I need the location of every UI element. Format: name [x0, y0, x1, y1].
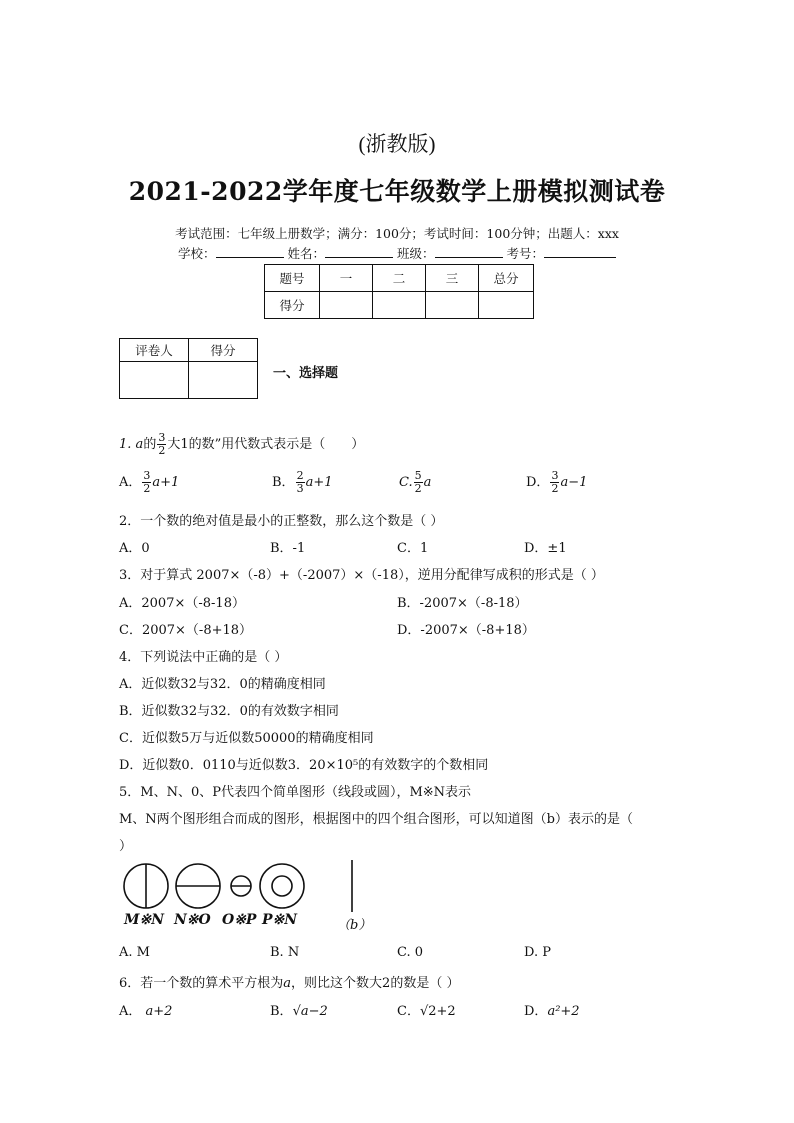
frac-num: 3: [143, 469, 151, 482]
q6-option-d[interactable]: [524, 1000, 580, 1019]
q5-option-d[interactable]: D. P: [524, 945, 551, 960]
option-label: C.: [399, 475, 413, 490]
q5-figures: [120, 858, 380, 914]
fig-label-m-n: M※N: [124, 912, 165, 928]
score-header: 三: [426, 265, 479, 292]
option-expr: √a−2: [292, 1004, 328, 1019]
q6-text: ，则比这个数大2的数是（ ）: [291, 976, 460, 991]
q4-option-a[interactable]: A．近似数32与32．0的精确度相同: [119, 677, 326, 692]
score-table: [264, 264, 534, 319]
score-header: 总分: [479, 265, 534, 292]
q3-option-a[interactable]: A．2007×（-8-18）: [119, 596, 245, 611]
option-expr: √2+2: [419, 1004, 456, 1019]
question-5-line1: 5．M、N、0、P代表四个简单图形（线段或圆），M※N表示: [119, 785, 472, 800]
score-header: 二: [373, 265, 426, 292]
exam-info: 考试范围：七年级上册数学；满分：100分；考试时间：100分钟；出题人：xxx: [175, 226, 619, 241]
frac-den: 3: [296, 482, 304, 495]
question-5-line3: ）: [119, 839, 133, 854]
q1-frac-den: 2: [158, 444, 166, 457]
grader-score-header: 得分: [189, 339, 258, 362]
grader-score-cell[interactable]: [189, 362, 258, 399]
q1-text: 大1的数”用代数式表示是（ ）: [167, 437, 365, 452]
q2-option-b[interactable]: B．-1: [270, 541, 306, 556]
q2-option-c[interactable]: C．1: [397, 541, 429, 556]
option-label: D．: [526, 475, 550, 490]
fig-label-b: （b）: [337, 918, 372, 933]
option-label: C．: [397, 1004, 420, 1019]
option-label: A．: [119, 475, 142, 490]
q1-option-a[interactable]: [119, 470, 179, 495]
score-cell[interactable]: [373, 292, 426, 319]
question-3: 3．对于算式 2007×（-8）+（-2007）×（-18），逆用分配律写成积的形式是（ ）: [119, 568, 604, 583]
q4-option-c[interactable]: C．近似数5万与近似数50000的精确度相同: [119, 731, 374, 746]
q4-option-d[interactable]: D．近似数0．0110与近似数3．20×10⁵的有效数字的个数相同: [119, 758, 489, 773]
q6-option-a[interactable]: [119, 1000, 172, 1019]
q1-option-b[interactable]: [272, 470, 332, 495]
question-2: 2．一个数的绝对值是最小的正整数，那么这个数是（ ）: [119, 514, 444, 529]
q2-option-a[interactable]: A．0: [119, 541, 150, 556]
q1-text: 的: [143, 437, 157, 452]
q1-option-c[interactable]: [399, 470, 431, 495]
class-blank[interactable]: [435, 245, 503, 258]
name-blank[interactable]: [325, 245, 393, 258]
question-1: [119, 432, 364, 457]
score-header: 题号: [265, 265, 320, 292]
q3-option-b[interactable]: B．-2007×（-8-18）: [397, 596, 528, 611]
fig-label-n-o: N※O: [174, 912, 211, 928]
figure-n-o: [176, 864, 220, 908]
frac-den: 2: [143, 482, 151, 495]
q5-option-b[interactable]: B. N: [270, 945, 300, 960]
option-label: B．: [272, 475, 295, 490]
exam-no-label: 考号：: [506, 246, 544, 261]
q1-frac-num: 3: [158, 431, 166, 444]
school-label: 学校：: [177, 246, 216, 261]
frac-den: 2: [414, 482, 422, 495]
score-cell[interactable]: [426, 292, 479, 319]
q1-option-d[interactable]: [526, 470, 587, 495]
q5-option-c[interactable]: C. 0: [397, 945, 424, 960]
paper-subtitle: (浙教版): [358, 132, 436, 156]
score-header: 一: [320, 265, 373, 292]
option-label: B．: [270, 1004, 293, 1019]
frac-den: 2: [551, 482, 559, 495]
fig-label-o-p: O※P: [222, 912, 257, 928]
name-label: 姓名：: [287, 246, 325, 261]
paper-title: 2021-2022学年度七年级数学上册模拟测试卷: [128, 177, 666, 206]
q6-var: a: [283, 976, 292, 991]
grader-cell[interactable]: [120, 362, 189, 399]
exam-no-blank[interactable]: [544, 245, 616, 258]
fig-label-p-n: P※N: [262, 912, 298, 928]
score-cell[interactable]: [320, 292, 373, 319]
q6-option-c[interactable]: [397, 1000, 456, 1019]
section-heading: 一、选择题: [273, 366, 339, 381]
grader-table: [119, 338, 258, 399]
option-label: A．: [119, 1004, 142, 1019]
q3-option-d[interactable]: D．-2007×（-8+18）: [397, 623, 535, 638]
q1-var: a: [135, 437, 144, 452]
figure-p-n: [260, 864, 304, 908]
figure-m-n: [124, 864, 168, 908]
frac-num: 2: [296, 469, 304, 482]
student-info-line: [0, 244, 794, 262]
question-5-line2: M、N两个图形组合而成的图形，根据图中的四个组合图形，可以知道图（b）表示的是（: [119, 812, 634, 827]
figure-o-p: [231, 876, 251, 896]
q1-number: 1.: [119, 437, 132, 452]
option-expr: a+2: [145, 1004, 173, 1019]
q2-option-d[interactable]: D．±1: [524, 541, 567, 556]
score-cell[interactable]: [479, 292, 534, 319]
score-row-label: 得分: [265, 292, 320, 319]
option-expr: a²+2: [547, 1004, 580, 1019]
q6-option-b[interactable]: [270, 1000, 328, 1019]
question-6: [119, 972, 459, 991]
option-expr: a: [423, 475, 432, 490]
frac-num: 5: [414, 469, 422, 482]
q5-option-a[interactable]: A. M: [119, 945, 150, 960]
option-expr: a+1: [305, 475, 333, 490]
grader-header: 评卷人: [120, 339, 189, 362]
option-expr: a−1: [560, 475, 588, 490]
school-blank[interactable]: [216, 245, 284, 258]
option-label: D．: [524, 1004, 548, 1019]
question-4: 4．下列说法中正确的是（ ）: [119, 650, 288, 665]
frac-num: 3: [551, 469, 559, 482]
q4-option-b[interactable]: B．近似数32与32．0的有效数字相同: [119, 704, 339, 719]
class-label: 班级：: [396, 246, 435, 261]
option-expr: a+1: [152, 475, 180, 490]
q6-text: 6．若一个数的算术平方根为: [119, 976, 284, 991]
q3-option-c[interactable]: C．2007×（-8+18）: [119, 623, 253, 638]
